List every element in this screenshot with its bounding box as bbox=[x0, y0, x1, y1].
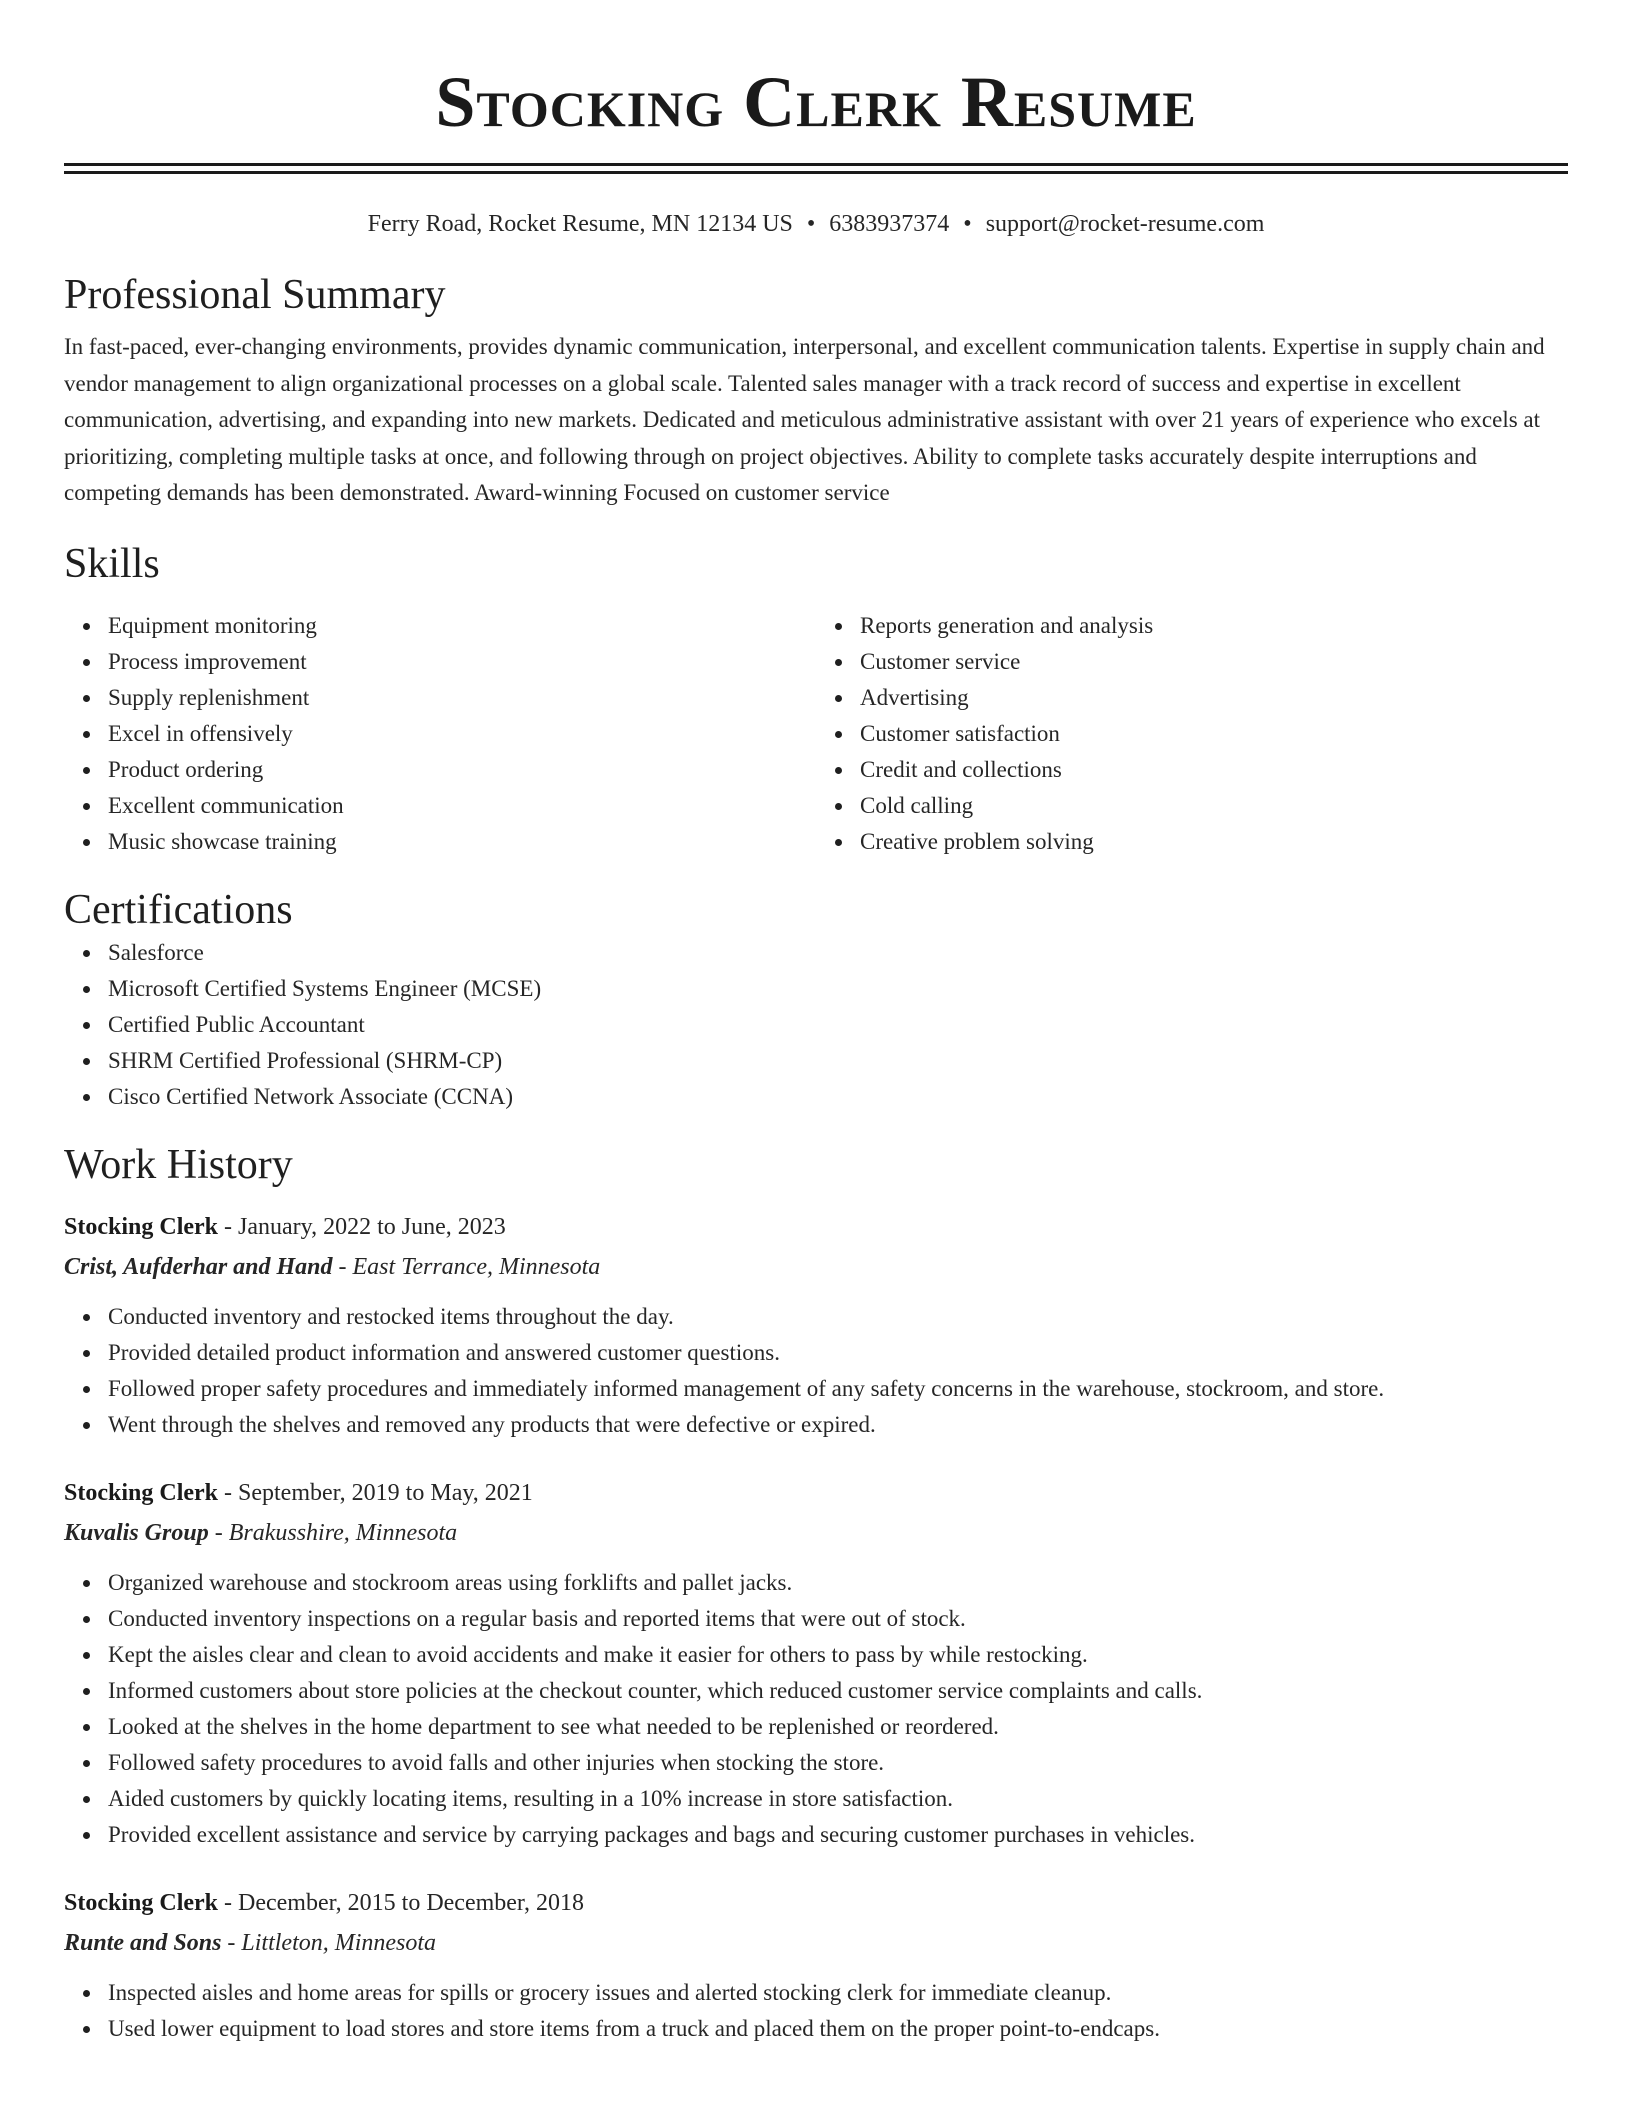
skill-item: Process improvement bbox=[108, 644, 816, 680]
certifications-list bbox=[64, 935, 1568, 1115]
skill-item: Customer service bbox=[860, 644, 1568, 680]
certification-item: SHRM Certified Professional (SHRM-CP) bbox=[108, 1043, 1568, 1079]
resume-title: Stocking Clerk Resume bbox=[435, 62, 1197, 142]
skills-heading: Skills bbox=[64, 540, 160, 587]
work-history-heading: Work History bbox=[64, 1141, 293, 1188]
job-duty: Went through the shelves and removed any products that were defective or expired. bbox=[108, 1407, 1568, 1443]
skill-item: Excel in offensively bbox=[108, 716, 816, 752]
job-company: Crist, Aufderhar and Hand bbox=[64, 1253, 333, 1280]
job-duty: Organized warehouse and stockroom areas using forklifts and pallet jacks. bbox=[108, 1565, 1568, 1601]
certification-item: Cisco Certified Network Associate (CCNA) bbox=[108, 1079, 1568, 1115]
job-duty: Inspected aisles and home areas for spills or grocery issues and alerted stocking clerk for immediate cleanup. bbox=[108, 1975, 1568, 2011]
job-location: - East Terrance, Minnesota bbox=[332, 1253, 601, 1280]
job-duty: Aided customers by quickly locating items, resulting in a 10% increase in store satisfaction. bbox=[108, 1781, 1568, 1817]
certification-item: Salesforce bbox=[108, 935, 1568, 971]
job-duty: Provided detailed product information and answered customer questions. bbox=[108, 1335, 1568, 1371]
certification-item: Certified Public Accountant bbox=[108, 1007, 1568, 1043]
skill-item: Creative problem solving bbox=[860, 824, 1568, 860]
job-company-line bbox=[64, 1247, 1568, 1287]
contact-separator: • bbox=[963, 211, 972, 237]
title-rule-bottom bbox=[64, 171, 1568, 174]
job-duty: Provided excellent assistance and service by carrying packages and bags and securing customer purchases in vehicles. bbox=[108, 1817, 1568, 1853]
skills-right-list bbox=[816, 608, 1568, 860]
job-duty: Kept the aisles clear and clean to avoid accidents and make it easier for others to pass by while restocking. bbox=[108, 1637, 1568, 1673]
job-entry bbox=[64, 1207, 1568, 1443]
job-company: Runte and Sons bbox=[64, 1929, 222, 1956]
title-rule-top bbox=[64, 163, 1568, 166]
job-title-line bbox=[64, 1473, 1568, 1513]
job-duties-list bbox=[64, 1565, 1568, 1853]
job-duty: Followed safety procedures to avoid falls and other injuries when stocking the store. bbox=[108, 1745, 1568, 1781]
job-duty: Followed proper safety procedures and immediately informed management of any safety concerns in the warehouse, stockroom, and store. bbox=[108, 1371, 1568, 1407]
job-location: - Brakusshire, Minnesota bbox=[208, 1519, 458, 1546]
job-company: Kuvalis Group bbox=[64, 1519, 209, 1546]
contact-address: Ferry Road, Rocket Resume, MN 12134 US bbox=[367, 211, 793, 237]
job-duty: Conducted inventory and restocked items throughout the day. bbox=[108, 1299, 1568, 1335]
job-company-line bbox=[64, 1923, 1568, 1963]
skill-item: Equipment monitoring bbox=[108, 608, 816, 644]
job-duty: Informed customers about store policies at the checkout counter, which reduced customer service complaints and calls. bbox=[108, 1673, 1568, 1709]
job-duties-list bbox=[64, 1975, 1568, 2047]
job-title: Stocking Clerk bbox=[64, 1479, 219, 1506]
certifications-heading: Certifications bbox=[64, 886, 293, 933]
job-dates: - September, 2019 to May, 2021 bbox=[218, 1479, 533, 1506]
job-title-line bbox=[64, 1883, 1568, 1923]
skill-item: Product ordering bbox=[108, 752, 816, 788]
skill-item: Music showcase training bbox=[108, 824, 816, 860]
skill-item: Supply replenishment bbox=[108, 680, 816, 716]
job-duties-list bbox=[64, 1299, 1568, 1443]
summary-heading: Professional Summary bbox=[64, 272, 446, 318]
job-entry bbox=[64, 1883, 1568, 2047]
contact-email[interactable]: support@rocket-resume.com bbox=[985, 211, 1265, 237]
job-title: Stocking Clerk bbox=[64, 1213, 219, 1240]
job-title: Stocking Clerk bbox=[64, 1889, 219, 1916]
skills-left-list bbox=[64, 608, 816, 860]
skill-item: Customer satisfaction bbox=[860, 716, 1568, 752]
certification-item: Microsoft Certified Systems Engineer (MCSE) bbox=[108, 971, 1568, 1007]
resume-content bbox=[64, 0, 1568, 2047]
skill-item: Reports generation and analysis bbox=[860, 608, 1568, 644]
skill-item: Credit and collections bbox=[860, 752, 1568, 788]
job-duty: Looked at the shelves in the home department to see what needed to be replenished or reordered. bbox=[108, 1709, 1568, 1745]
job-duty: Conducted inventory inspections on a regular basis and reported items that were out of stock. bbox=[108, 1601, 1568, 1637]
skill-item: Cold calling bbox=[860, 788, 1568, 824]
job-entry bbox=[64, 1473, 1568, 1853]
contact-separator: • bbox=[806, 211, 816, 237]
job-duty: Used lower equipment to load stores and store items from a truck and placed them on the proper point-to-endcaps. bbox=[108, 2011, 1568, 2047]
job-dates: - December, 2015 to December, 2018 bbox=[218, 1889, 584, 1916]
job-company-line bbox=[64, 1513, 1568, 1553]
job-location: - Littleton, Minnesota bbox=[221, 1929, 437, 1956]
skill-item: Excellent communication bbox=[108, 788, 816, 824]
contact-phone: 6383937374 bbox=[829, 211, 950, 237]
skills-columns bbox=[64, 608, 1568, 860]
contact-line bbox=[64, 208, 1568, 240]
job-dates: - January, 2022 to June, 2023 bbox=[218, 1213, 506, 1240]
summary-text: In fast-paced, ever-changing environments, provides dynamic communication, interpersonal, and excellent communication talents. Expertise in supply chain and vendor management to align organizational processes on a global scale. Talented sales manager with a track record of success and expertise in excellent communication, advertising, and expanding into new markets. Dedicated and meticulous administrative assistant with over 21 years of experience who excels at prioritizing, completing multiple tasks at once, and following through on project objectives. Ability to complete tasks accurately despite interruptions and competing demands has been demonstrated. Award-winning Focused on customer service bbox=[64, 334, 1545, 505]
job-title-line bbox=[64, 1207, 1568, 1247]
skill-item: Advertising bbox=[860, 680, 1568, 716]
